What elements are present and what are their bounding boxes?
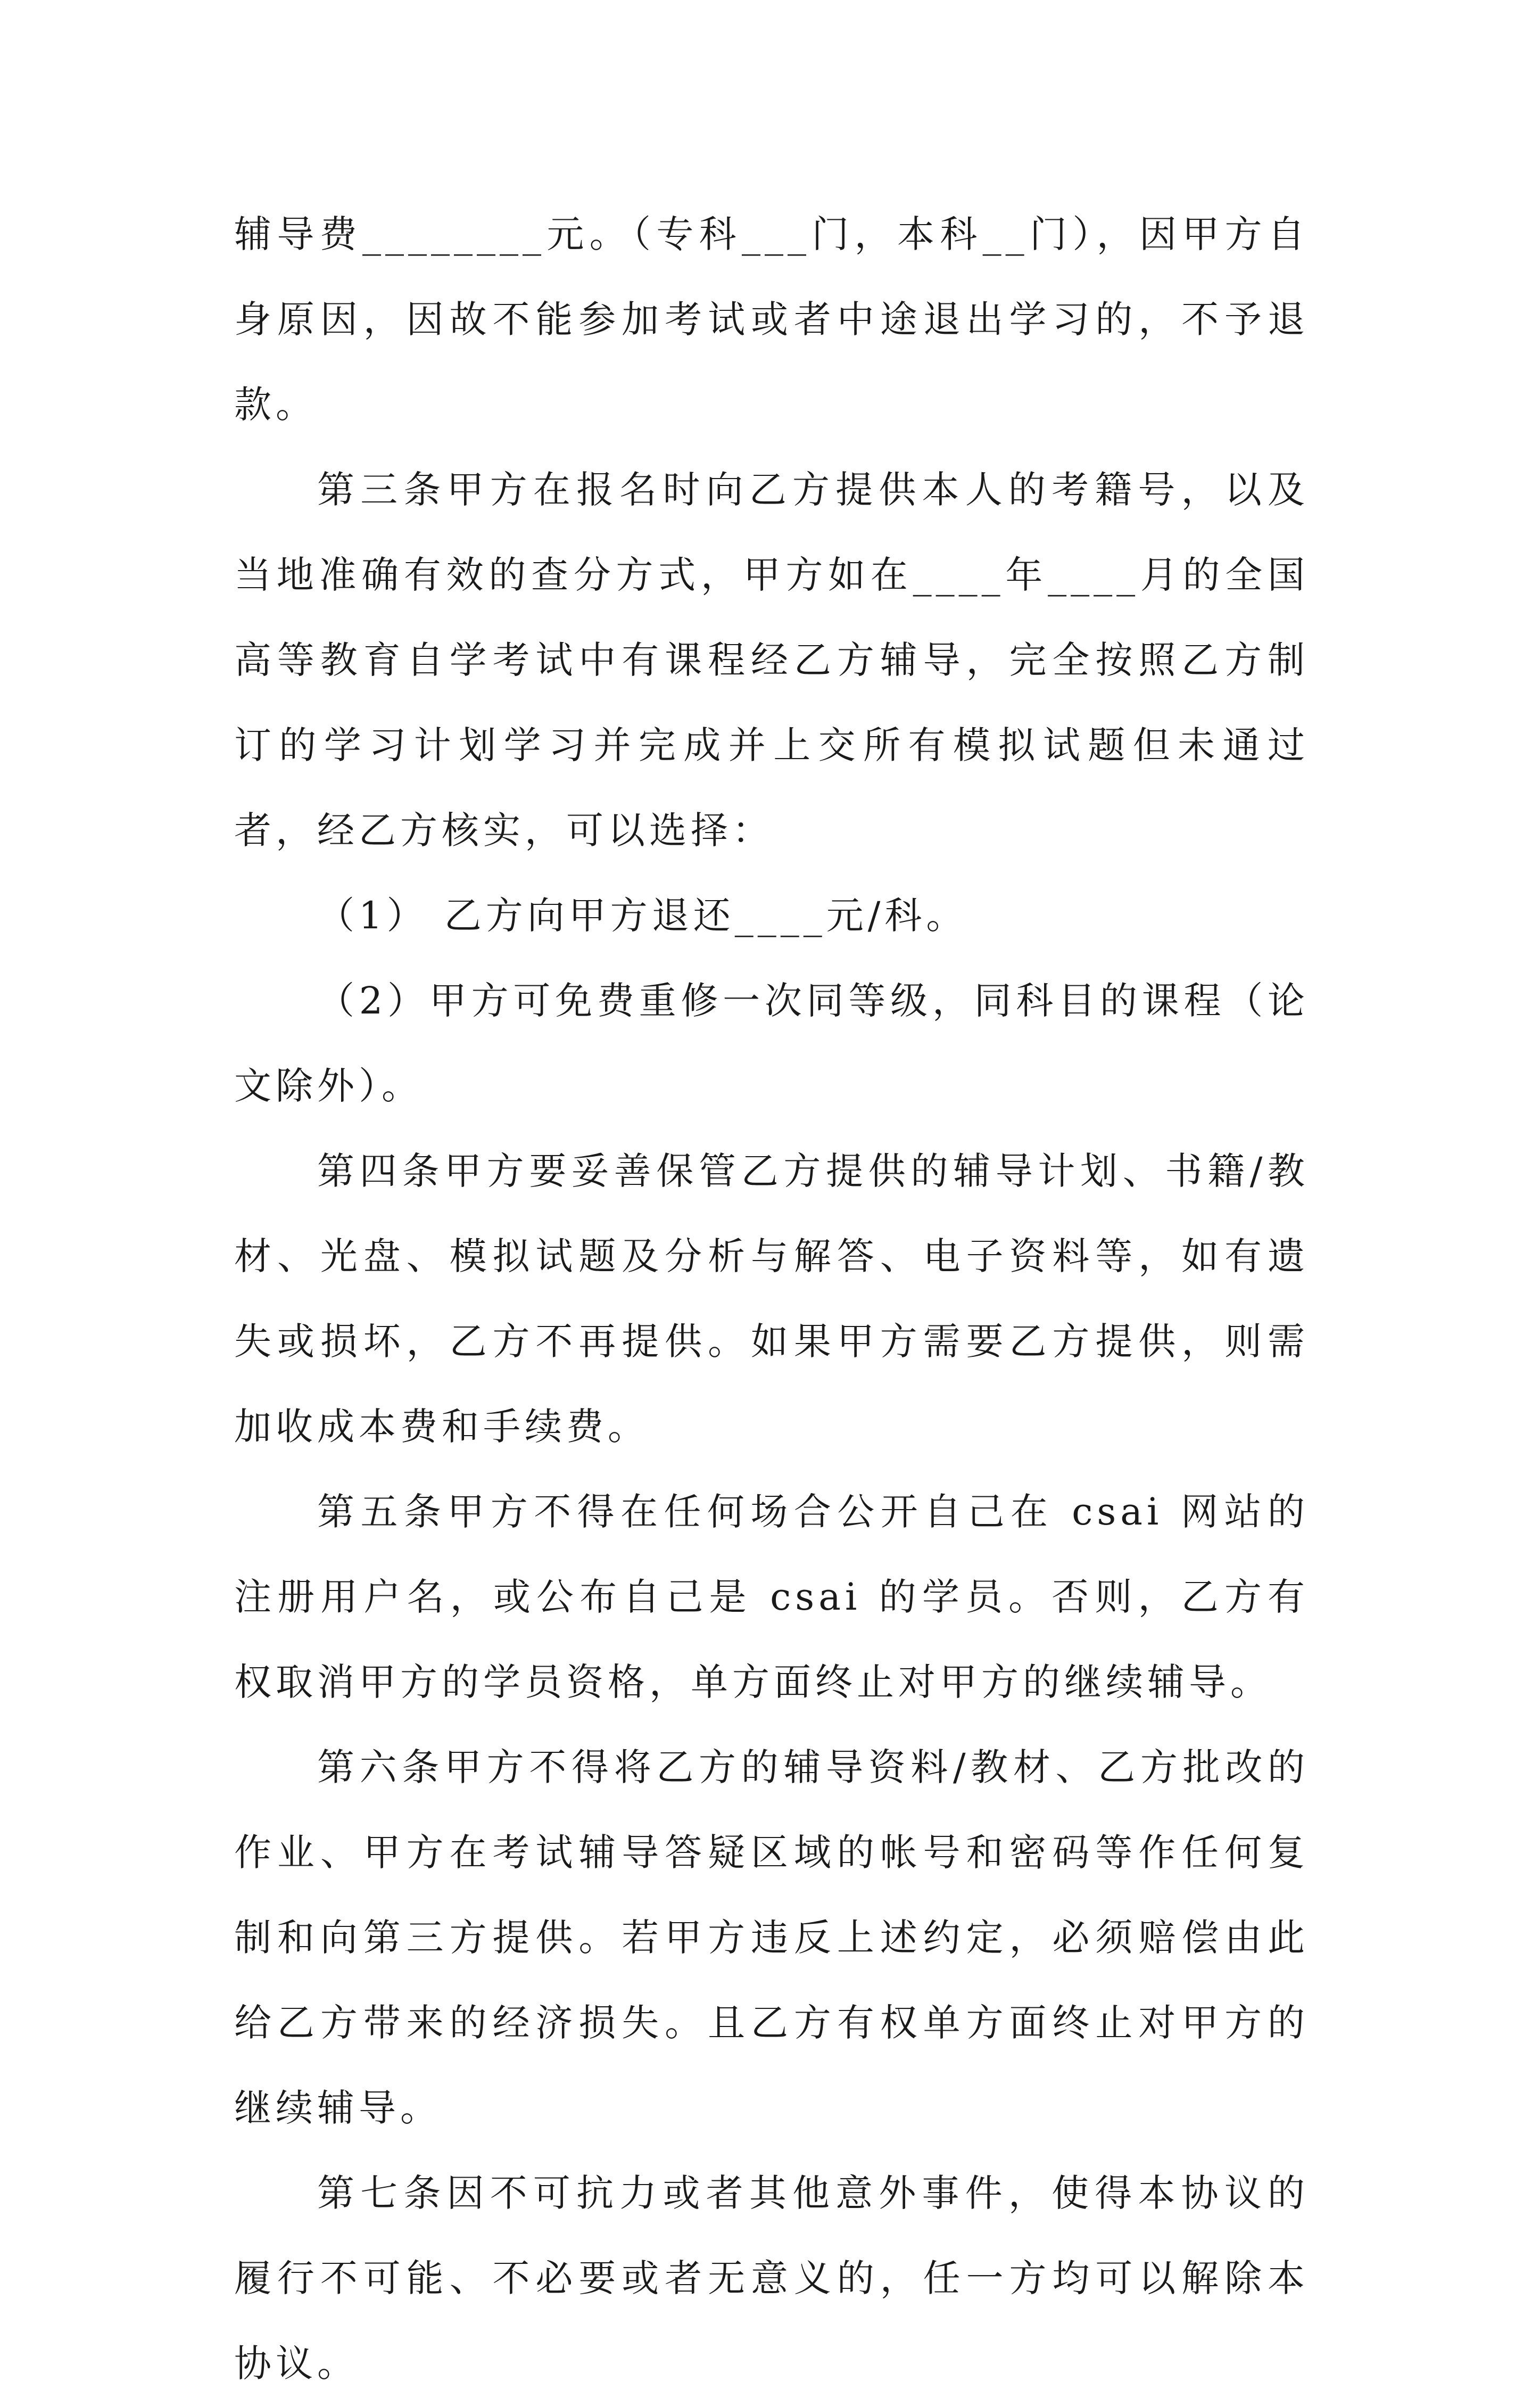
paragraph-article-7: 第七条因不可抗力或者其他意外事件，使得本协议的履行不可能、不必要或者无意义的，任一方均可以解除本协议。 (234, 2171, 1309, 2385)
paragraph-article-5: 第五条甲方不得在任何场合公开自己在 csai 网站的注册用户名，或公布自己是 csai 的学员。否则，乙方有权取消甲方的学员资格，单方面终止对甲方的继续辅导。 (234, 1490, 1309, 1704)
paragraph-option-1: （1） 乙方向甲方退还____元/科。 (317, 894, 968, 937)
document-body (234, 192, 1309, 2406)
paragraph-article-3: 第三条甲方在报名时向乙方提供本人的考籍号，以及当地准确有效的查分方式，甲方如在____年____月的全国高等教育自学考试中有课程经乙方辅导，完全按照乙方制订的学习计划学习并完成并上交所有模拟试题但未通过者，经乙方核实，可以选择： (234, 468, 1309, 852)
paragraph-option-2: （2）甲方可免费重修一次同等级，同科目的课程（论文除外）。 (234, 979, 1309, 1108)
paragraph-fee-refund: 辅导费________元。（专科___门，本科__门），因甲方自身原因，因故不能参加考试或者中途退出学习的，不予退款。 (234, 212, 1309, 426)
paragraph-article-6: 第六条甲方不得将乙方的辅导资料/教材、乙方批改的作业、甲方在考试辅导答疑区域的帐号和密码等作任何复制和向第三方提供。若甲方违反上述约定，必须赔偿由此给乙方带来的经济损失。且乙方有权单方面终止对甲方的继续辅导。 (234, 1745, 1309, 2130)
paragraph-article-4: 第四条甲方要妥善保管乙方提供的辅导计划、书籍/教材、光盘、模拟试题及分析与解答、电子资料等，如有遗失或损坏，乙方不再提供。如果甲方需要乙方提供，则需加收成本费和手续费。 (234, 1149, 1309, 1448)
